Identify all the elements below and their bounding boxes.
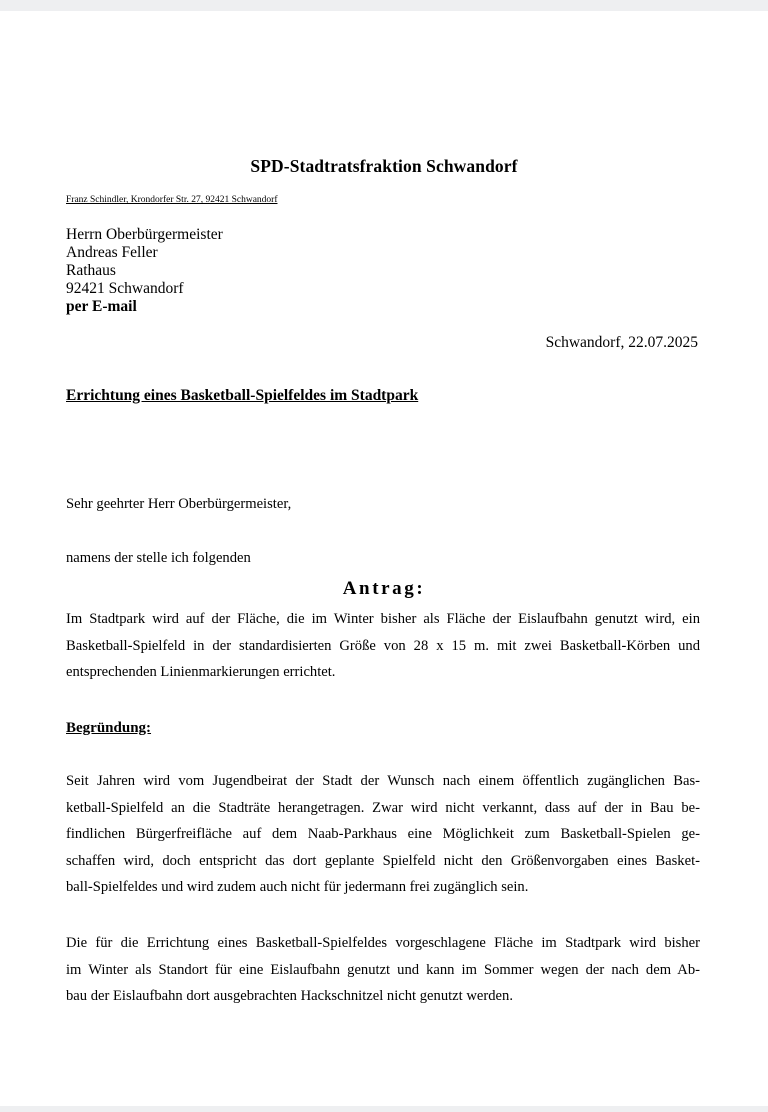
motion-paragraph	[66, 606, 700, 686]
recipient-line: Herrn Oberbürgermeister	[66, 226, 223, 243]
recipient-line: 92421 Schwandorf	[66, 280, 184, 297]
paragraph-line: Im Stadtpark wird auf der Fläche, die im Winter bisher als Fläche der Eislaufbahn genutzt wird, ein	[66, 611, 700, 627]
paragraph-line: Seit Jahren wird vom Jugendbeirat der Stadt der Wunsch nach einem öffentlich zugänglichen Bas-	[66, 773, 700, 789]
recipient-line: Andreas Feller	[66, 244, 158, 261]
recipient-line: Rathaus	[66, 262, 116, 279]
paragraph-line: entsprechenden Linienmarkierungen errichtet.	[66, 664, 336, 680]
viewer-bottom-bar	[0, 1106, 768, 1112]
reason-paragraph-2	[66, 930, 700, 1010]
reason-heading: Begründung:	[66, 720, 152, 736]
viewer-top-bar	[0, 0, 768, 11]
paragraph-line: im Winter als Standort für eine Eislaufbahn genutzt und kann im Sommer wegen der nach dem Ab-	[66, 961, 700, 978]
sender-address-line: Franz Schindler, Krondorfer Str. 27, 92421 Schwandorf	[66, 195, 278, 205]
motion-heading: Antrag:	[342, 578, 426, 599]
paragraph-line: ketball-Spielfeld an die Stadträte herangetragen. Zwar wird nicht verkannt, dass auf der in Bau be-	[66, 799, 700, 816]
reason-paragraph-1	[66, 768, 700, 901]
paragraph-line: findlichen Bürgerfreifläche auf dem Naab-Parkhaus eine Möglichkeit zum Basketball-Spielen ge-	[66, 826, 700, 842]
paragraph-line: Die für die Errichtung eines Basketball-Spielfeldes vorgeschlagene Fläche im Stadtpark wird bisher	[66, 935, 700, 951]
paragraph-line: Basketball-Spielfeld in der standardisierten Größe von 28 x 15 m. mit zwei Basketball-Körben und	[66, 637, 700, 654]
organization-title: SPD-Stadtratsfraktion Schwandorf	[250, 156, 518, 176]
subject-line: Errichtung eines Basketball-Spielfeldes im Stadtpark	[66, 387, 419, 404]
paragraph-line: schaffen wird, doch entspricht das dort geplante Spielfeld nicht den Größenvorgaben eines Basket-	[66, 852, 700, 869]
delivery-method: per E-mail	[66, 298, 137, 315]
paragraph-line: ball-Spielfeldes und wird zudem auch nicht für jedermann frei zugänglich sein.	[66, 879, 529, 895]
salutation: Sehr geehrter Herr Oberbürgermeister,	[66, 496, 292, 512]
intro-text: namens der stelle ich folgenden	[66, 550, 251, 566]
place-date: Schwandorf, 22.07.2025	[545, 334, 698, 351]
paragraph-line: bau der Eislaufbahn dort ausgebrachten Hackschnitzel nicht genutzt werden.	[66, 988, 513, 1004]
